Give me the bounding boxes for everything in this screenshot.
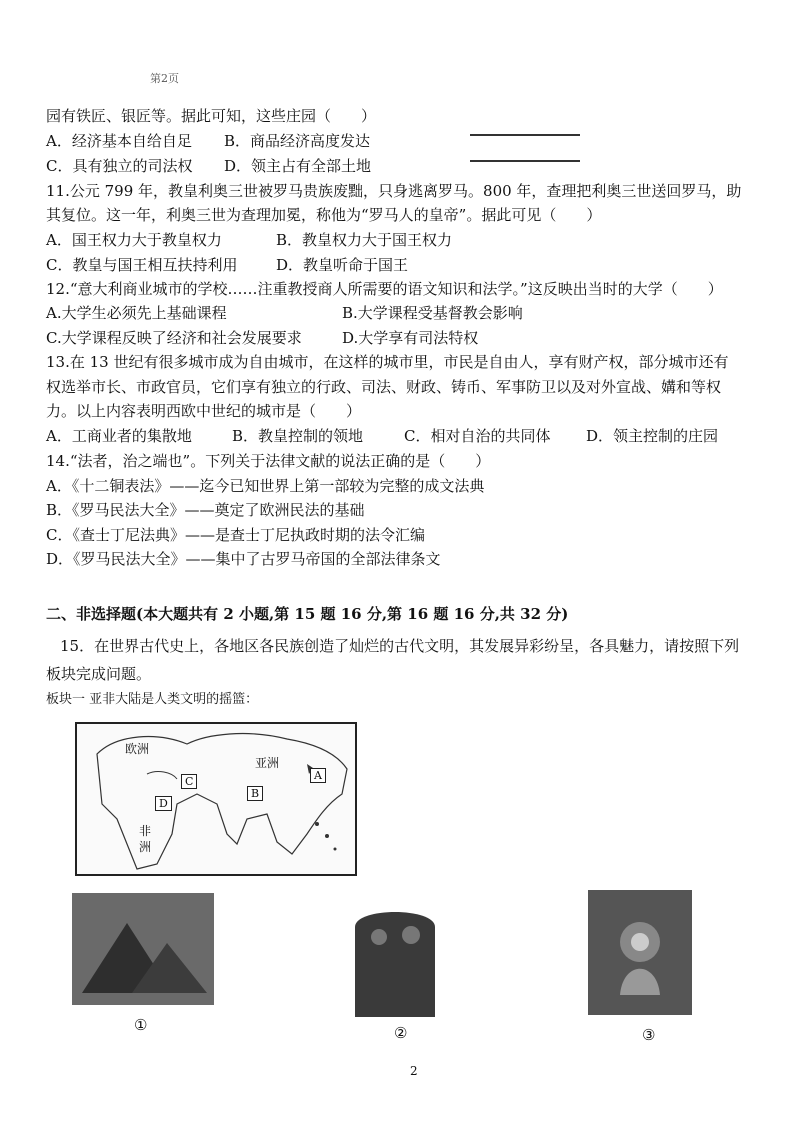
q14-option-c[interactable]: C．《查士丁尼法典》——是查士丁尼执政时期的法令汇编 <box>46 526 425 544</box>
map-label-africa-2: 洲 <box>139 840 152 854</box>
q13-stem-2: 权选举市长、市政官员，它们享有独立的行政、司法、财政、铸币、军事防卫以及对外宣战、媾和等权 <box>46 378 722 396</box>
buddha-photo <box>588 890 692 1015</box>
q10-option-d[interactable]: D．领主占有全部土地 <box>224 157 372 175</box>
map-marker-b[interactable]: B <box>247 786 263 801</box>
q11-stem-2: 其复位。这一年，利奥三世为查理加冕，称他为“罗马人的皇帝”。据此可见（ ） <box>46 206 602 224</box>
afro-eurasia-map <box>75 722 357 876</box>
q10-stem-end: 园有铁匠、银匠等。据此可知，这些庄园（ ） <box>46 107 377 125</box>
page-number: 2 <box>410 1064 418 1078</box>
buddha-icon <box>588 890 692 1015</box>
map-label-europe: 欧洲 <box>125 742 150 756</box>
q11-option-d[interactable]: D．教皇听命于国王 <box>276 256 409 274</box>
hammurabi-stele-photo <box>347 897 443 1017</box>
q12-option-d[interactable]: D.大学享有司法特权 <box>342 329 479 347</box>
section-2-title: 二、非选择题(本大题共有 2 小题,第 15 题 16 分,第 16 题 16 分,共 32 分) <box>46 605 569 623</box>
map-label-asia: 亚洲 <box>255 756 280 770</box>
q10-option-c[interactable]: C．具有独立的司法权 <box>46 157 193 175</box>
q15-stem-2: 板块完成问题。 <box>46 665 152 683</box>
q13-stem-3: 力。以上内容表明西欧中世纪的城市是（ ） <box>46 402 362 420</box>
q12-stem: 12.“意大利商业城市的学校……注重教授商人所需要的语文知识和法学。”这反映出当时的大学（ ） <box>46 280 723 298</box>
q12-option-a[interactable]: A.大学生必须先上基础课程 <box>46 304 227 322</box>
q11-option-b[interactable]: B．教皇权力大于国王权力 <box>276 231 453 249</box>
q14-option-d[interactable]: D．《罗马民法大全》——集中了古罗马帝国的全部法律条文 <box>46 550 441 568</box>
photo-caption-1: ① <box>134 1016 148 1034</box>
q11-option-c[interactable]: C．教皇与国王相互扶持利用 <box>46 256 238 274</box>
q11-stem-1: 11.公元 799 年，教皇利奥三世被罗马贵族废黜，只身逃离罗马。800 年，查理把利奥三世送回罗马，助 <box>46 182 742 200</box>
scribble-mark <box>470 134 580 136</box>
q14-option-a[interactable]: A．《十二铜表法》——迄今已知世界上第一部较为完整的成文法典 <box>46 477 485 495</box>
q15-stem-1: 15．在世界古代史上，各地区各民族创造了灿烂的古代文明，其发展异彩纷呈，各具魅力，请按照下列 <box>60 637 740 655</box>
stele-icon <box>347 897 443 1017</box>
q13-stem-1: 13.在 13 世纪有很多城市成为自由城市，在这样的城市里，市民是自由人，享有财产权，部分城市还有 <box>46 353 729 371</box>
q13-option-a[interactable]: A．工商业者的集散地 <box>46 427 192 445</box>
pyramid-icon <box>72 893 214 1005</box>
q13-option-c[interactable]: C．相对自治的共同体 <box>404 427 551 445</box>
scribble-mark <box>470 160 580 162</box>
q12-option-b[interactable]: B.大学课程受基督教会影响 <box>342 304 523 322</box>
map-marker-d[interactable]: D <box>155 796 172 811</box>
map-label-africa-1: 非 <box>139 824 152 838</box>
q10-option-a[interactable]: A．经济基本自给自足 <box>46 132 192 150</box>
q14-option-b[interactable]: B．《罗马民法大全》——奠定了欧洲民法的基础 <box>46 501 365 519</box>
q14-stem: 14.“法者，治之端也”。下列关于法律文献的说法正确的是（ ） <box>46 452 491 470</box>
photo-caption-3: ③ <box>642 1026 656 1044</box>
q13-option-d[interactable]: D．领主控制的庄园 <box>586 427 719 445</box>
photo-caption-2: ② <box>394 1024 408 1042</box>
map-outline-icon <box>77 724 355 874</box>
q13-option-b[interactable]: B．教皇控制的领地 <box>232 427 364 445</box>
map-marker-a[interactable]: A <box>310 768 326 783</box>
map-marker-c[interactable]: C <box>181 774 197 789</box>
block1-title: 板块一 亚非大陆是人类文明的摇篮： <box>46 692 259 707</box>
pyramids-photo <box>72 893 214 1005</box>
header-mark: 第2页 <box>150 72 179 85</box>
q12-option-c[interactable]: C.大学课程反映了经济和社会发展要求 <box>46 329 302 347</box>
q11-option-a[interactable]: A．国王权力大于教皇权力 <box>46 231 222 249</box>
q10-option-b[interactable]: B．商品经济高度发达 <box>224 132 371 150</box>
